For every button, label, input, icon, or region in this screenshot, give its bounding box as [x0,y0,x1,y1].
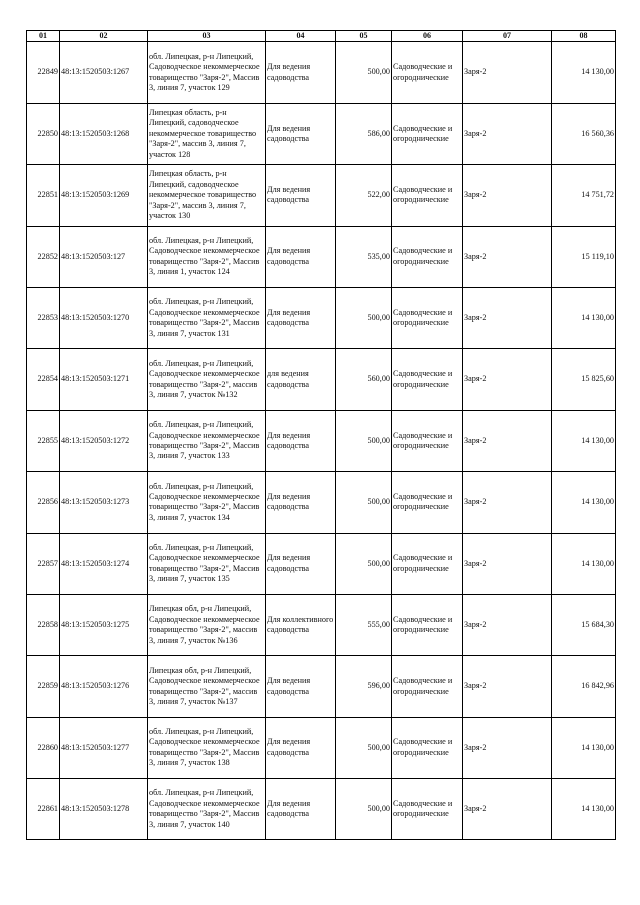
zone-name-cell: Заря-2 [463,594,552,655]
table-row [27,103,616,164]
row-number-cell: 22855 [27,410,60,471]
area-cell: 596,00 [336,656,392,717]
cadastral-value-cell: 15 825,60 [552,349,616,410]
land-category-cell: Садоводческие и огороднические [392,656,463,717]
cadastral-number-cell: 48:13:1520503:1268 [60,103,148,164]
land-category-cell: Садоводческие и огороднические [392,533,463,594]
area-cell: 500,00 [336,717,392,778]
column-header-01: 01 [27,31,60,42]
table-row [27,42,616,103]
permitted-use-cell: Для ведения садоводства [266,165,336,226]
row-number-cell: 22860 [27,717,60,778]
cadastral-number-cell: 48:13:1520503:1272 [60,410,148,471]
zone-name-cell: Заря-2 [463,779,552,840]
cadastral-number-cell: 48:13:1520503:1269 [60,165,148,226]
table-row [27,226,616,287]
zone-name-cell: Заря-2 [463,656,552,717]
land-category-cell: Садоводческие и огороднические [392,472,463,533]
table-row [27,717,616,778]
address-cell: обл. Липецкая, р-н Липецкий, Садоводческое некоммерческое товарищество "Заря-2", Массив 3, линия 7, участок 129 [148,42,266,103]
column-header-06: 06 [392,31,463,42]
land-category-cell: Садоводческие и огороднические [392,42,463,103]
permitted-use-cell: Для ведения садоводства [266,779,336,840]
permitted-use-cell: Для ведения садоводства [266,103,336,164]
area-cell: 500,00 [336,779,392,840]
zone-name-cell: Заря-2 [463,533,552,594]
permitted-use-cell: Для ведения садоводства [266,472,336,533]
cadastral-number-cell: 48:13:1520503:1271 [60,349,148,410]
zone-name-cell: Заря-2 [463,42,552,103]
column-header-08: 08 [552,31,616,42]
column-header-02: 02 [60,31,148,42]
address-cell: обл. Липецкая, р-н Липецкий, Садоводческое некоммерческое товарищество "Заря-2", Массив 3, линия 7, участок 134 [148,472,266,533]
address-cell: обл. Липецкая, р-н Липецкий, Садоводческое некоммерческое товарищество "Заря-2", Массив 3, линия 1, участок 124 [148,226,266,287]
permitted-use-cell: Для ведения садоводства [266,287,336,348]
cadastral-value-cell: 14 130,00 [552,472,616,533]
cadastral-value-cell: 14 130,00 [552,42,616,103]
address-cell: обл. Липецкая, р-н Липецкий, Садоводческое некоммерческое товарищество "Заря-2", Массив 3, линия 7, участок 131 [148,287,266,348]
land-category-cell: Садоводческие и огороднические [392,779,463,840]
zone-name-cell: Заря-2 [463,103,552,164]
land-category-cell: Садоводческие и огороднические [392,226,463,287]
permitted-use-cell: Для ведения садоводства [266,656,336,717]
land-category-cell: Садоводческие и огороднические [392,594,463,655]
cadastral-number-cell: 48:13:1520503:1276 [60,656,148,717]
cadastral-number-cell: 48:13:1520503:1273 [60,472,148,533]
cadastral-value-cell: 14 130,00 [552,287,616,348]
cadastral-value-cell: 16 560,36 [552,103,616,164]
permitted-use-cell: Для ведения садоводства [266,410,336,471]
cadastral-number-cell: 48:13:1520503:1267 [60,42,148,103]
row-number-cell: 22853 [27,287,60,348]
address-cell: обл. Липецкая, р-н Липецкий, Садоводческое некоммерческое товарищество "Заря-2", Массив 3, линия 7, участок 138 [148,717,266,778]
zone-name-cell: Заря-2 [463,410,552,471]
area-cell: 555,00 [336,594,392,655]
cadastral-number-cell: 48:13:1520503:1277 [60,717,148,778]
land-category-cell: Садоводческие и огороднические [392,287,463,348]
area-cell: 500,00 [336,42,392,103]
area-cell: 500,00 [336,287,392,348]
address-cell: Липецкая область, р-н Липецкий, садоводческое некоммерческое товарищество "Заря-2", массив 3, линия 7, участок 130 [148,165,266,226]
table-row [27,594,616,655]
cadastral-value-cell: 14 751,72 [552,165,616,226]
cadastral-number-cell: 48:13:1520503:1278 [60,779,148,840]
area-cell: 522,00 [336,165,392,226]
cadastral-number-cell: 48:13:1520503:127 [60,226,148,287]
permitted-use-cell: Для ведения садоводства [266,42,336,103]
permitted-use-cell: Для коллективного садоводства [266,594,336,655]
row-number-cell: 22849 [27,42,60,103]
area-cell: 500,00 [336,472,392,533]
table-row [27,410,616,471]
area-cell: 560,00 [336,349,392,410]
row-number-cell: 22851 [27,165,60,226]
permitted-use-cell: Для ведения садоводства [266,226,336,287]
cadastral-number-cell: 48:13:1520503:1275 [60,594,148,655]
land-category-cell: Садоводческие и огороднические [392,349,463,410]
cadastral-number-cell: 48:13:1520503:1274 [60,533,148,594]
table-row [27,533,616,594]
table-row [27,165,616,226]
cadastral-value-cell: 14 130,00 [552,779,616,840]
row-number-cell: 22859 [27,656,60,717]
zone-name-cell: Заря-2 [463,287,552,348]
address-cell: обл. Липецкая, р-н Липецкий, Садоводческое некоммерческое товарищество "Заря-2", Массив 3, линия 7, участок 140 [148,779,266,840]
column-header-04: 04 [266,31,336,42]
cadastral-value-cell: 14 130,00 [552,410,616,471]
zone-name-cell: Заря-2 [463,165,552,226]
zone-name-cell: Заря-2 [463,349,552,410]
address-cell: Липецкая обл, р-н Липецкий, Садоводческое некоммерческое товарищество "Заря-2", массив 3, линия 7, участок №137 [148,656,266,717]
row-number-cell: 22852 [27,226,60,287]
address-cell: обл. Липецкая, р-н Липецкий, Садоводческое некоммерческое товарищество "Заря-2", массив 3, линия 7, участок №132 [148,349,266,410]
row-number-cell: 22850 [27,103,60,164]
address-cell: обл. Липецкая, р-н Липецкий, Садоводческое некоммерческое товарищество "Заря-2", Массив 3, линия 7, участок 135 [148,533,266,594]
table-row [27,349,616,410]
row-number-cell: 22861 [27,779,60,840]
land-category-cell: Садоводческие и огороднические [392,165,463,226]
area-cell: 500,00 [336,410,392,471]
area-cell: 500,00 [336,533,392,594]
column-header-05: 05 [336,31,392,42]
address-cell: Липецкая обл, р-н Липецкий, Садоводческое некоммерческое товарищество "Заря-2", массив 3, линия 7, участок №136 [148,594,266,655]
cadastral-value-cell: 15 684,30 [552,594,616,655]
table-row [27,287,616,348]
land-plots-table [26,30,616,840]
column-header-03: 03 [148,31,266,42]
table-header-row [27,31,616,42]
zone-name-cell: Заря-2 [463,226,552,287]
cadastral-value-cell: 15 119,10 [552,226,616,287]
permitted-use-cell: Для ведения садоводства [266,717,336,778]
land-category-cell: Садоводческие и огороднические [392,410,463,471]
area-cell: 586,00 [336,103,392,164]
row-number-cell: 22856 [27,472,60,533]
cadastral-value-cell: 14 130,00 [552,717,616,778]
zone-name-cell: Заря-2 [463,717,552,778]
table-row [27,656,616,717]
permitted-use-cell: Для ведения садоводства [266,533,336,594]
table-row [27,472,616,533]
land-category-cell: Садоводческие и огороднические [392,103,463,164]
table-row [27,779,616,840]
row-number-cell: 22857 [27,533,60,594]
cadastral-value-cell: 14 130,00 [552,533,616,594]
address-cell: обл. Липецкая, р-н Липецкий, Садоводческое некоммерческое товарищество "Заря-2", Массив 3, линия 7, участок 133 [148,410,266,471]
row-number-cell: 22858 [27,594,60,655]
cadastral-number-cell: 48:13:1520503:1270 [60,287,148,348]
cadastral-value-cell: 16 842,96 [552,656,616,717]
address-cell: Липецкая область, р-н Липецкий, садоводческое некоммерческое товарищество "Заря-2", массив 3, линия 7, участок 128 [148,103,266,164]
land-category-cell: Садоводческие и огороднические [392,717,463,778]
zone-name-cell: Заря-2 [463,472,552,533]
row-number-cell: 22854 [27,349,60,410]
permitted-use-cell: для ведения садоводства [266,349,336,410]
area-cell: 535,00 [336,226,392,287]
column-header-07: 07 [463,31,552,42]
